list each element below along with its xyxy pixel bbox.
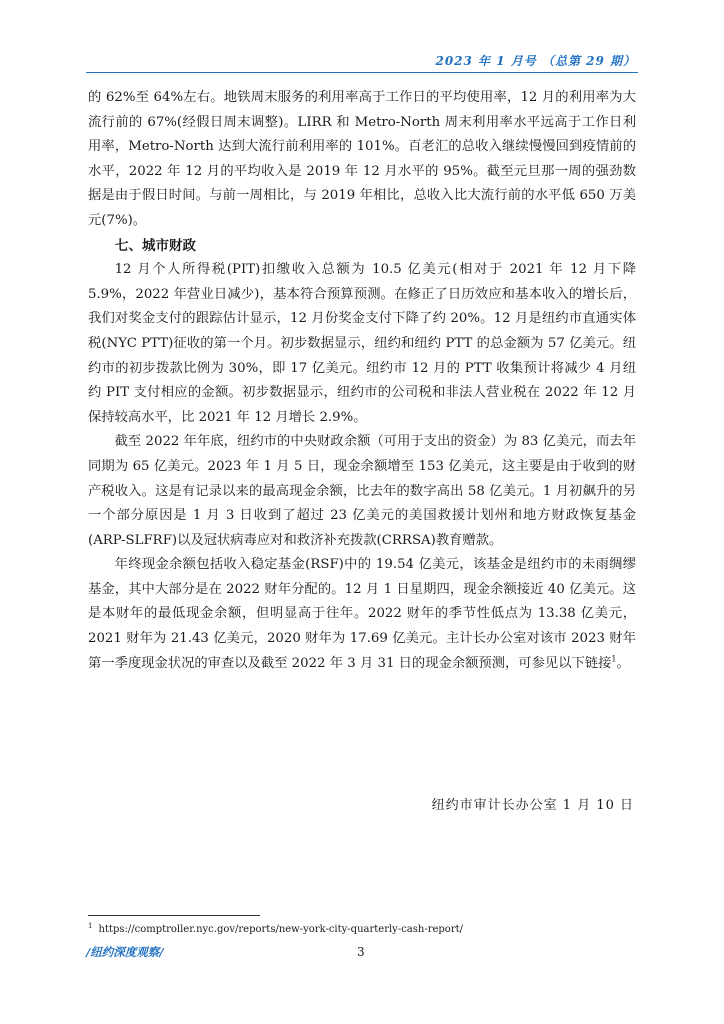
- paragraph-text: 年终现金余额包括收入稳定基金(RSF)中的 19.54 亿美元，该基金是纽约市的未雨绸缪基金，其中大部分是在 2022 财年分配的。12 月 1 日星期四，现金余额接近 40 亿美元。这是本财年的最低现金余额，但明显高于往年。2022 财年的季节性低点为 13.38 亿美元，2021 财年为 21.43 亿美元，2020 财年为 17.69 亿美元。主计长办公室对该市 2023 财年第一季度现金状况的审查以及截至 2022 年 3 月 31 日的现金余额预测，可参见以下链接: [88, 557, 636, 671]
- paragraph-central-balance: 截至 2022 年年底，纽约市的中央财政余额（可用于支出的资金）为 83 亿美元，而去年同期为 65 亿美元。2023 年 1 月 5 日，现金余额增至 153 亿美元，这主要是由于收到的财产税收入。这是有记录以来的最高现金余额，比去年的数字高出 58 亿美元。1 月初飙升的另一个部分原因是 1 月 3 日收到了超过 23 亿美元的美国救援计划州和地方财政恢复基金(ARP-SLFRF)以及冠状病毒应对和救济补充拨款(CRRSA)教育赠款。: [88, 434, 636, 548]
- article-body: [88, 86, 636, 676]
- paragraph-cash-balance: [88, 553, 636, 676]
- paragraph-end: 。: [616, 655, 630, 671]
- footnote-marker: 1: [88, 921, 93, 930]
- footnote-divider: [88, 915, 260, 916]
- page-number: 3: [357, 945, 365, 959]
- paragraph-income-tax: 12 月个人所得税(PIT)扣缴收入总额为 10.5 亿美元(相对于 2021 年 12 月下降 5.9%，2022 年营业日减少)，基本符合预算预测。在修正了日历效应和基本收入的增长后，我们对奖金支付的跟踪估计显示，12 月份奖金支付下降了约 20%。12 月是纽约市直通实体税(NYC PTT)征收的第一个月。初步数据显示，纽约和纽约 PTT 的总金额为 57 亿美元。纽约市的初步拨款比例为 30%，即 17 亿美元。纽约市 12 月的 PTT 收集预计将减少 4 月纽约 PIT 支付相应的金额。初步数据显示，纽约市的公司税和非法人营业税在 2022 年 12 月保持较高水平，比 2021 年 12 月增长 2.9%。: [88, 262, 636, 425]
- header-divider: [86, 72, 638, 73]
- signature: 纽约市审计长办公室 1 月 10 日: [431, 798, 634, 813]
- issue-header: 2023 年 1 月号 （总第 29 期）: [435, 54, 636, 68]
- publication-name: /纽约深度观察/: [86, 945, 164, 959]
- section-title: 七、城市财政: [115, 237, 196, 254]
- footnote: [88, 921, 463, 935]
- footnote-link[interactable]: https://comptroller.nyc.gov/reports/new-york-city-quarterly-cash-report/: [98, 924, 463, 935]
- footnote-reference[interactable]: 1: [611, 654, 617, 664]
- paragraph-ridership: 的 62%至 64%左右。地铁周末服务的利用率高于工作日的平均使用率，12 月的利用率为大流行前的 67%(经假日周末调整)。LIRR 和 Metro-North 周末利用率水平远高于工作日利用率，Metro-North 达到大流行前利用率的 101%。百老汇的总收入继续慢慢回到疫情前的水平，2022 年 12 月的平均收入是 2019 年 12 月水平的 95%。截至元旦那一周的强劲数据是由于假日时间。与前一周相比，与 2019 年相比，总收入比大流行前的水平低 650 万美元(7%)。: [88, 90, 636, 228]
